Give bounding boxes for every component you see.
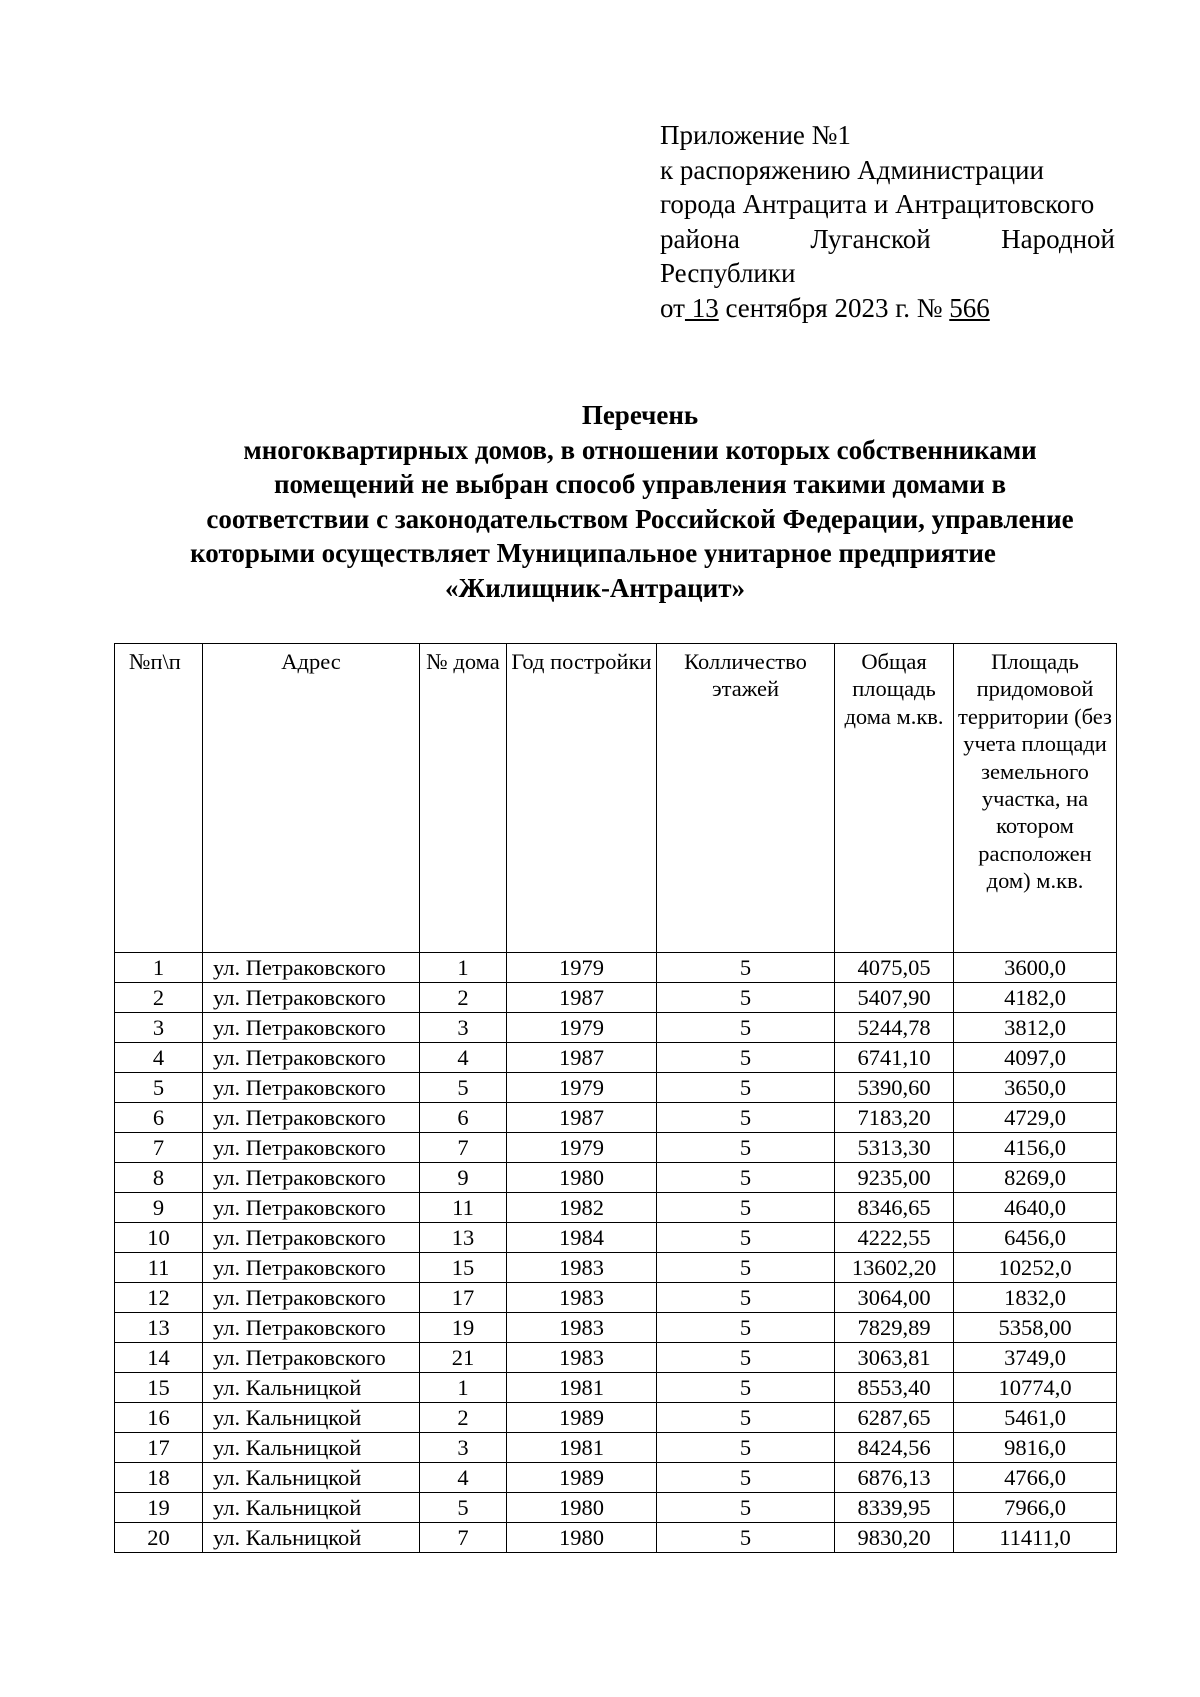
cell-territory-area: 5358,00 xyxy=(954,1313,1117,1343)
date-day: 13 xyxy=(684,292,719,323)
cell-total-area: 4222,55 xyxy=(835,1223,954,1253)
cell-total-area: 4075,05 xyxy=(835,953,954,983)
cell-year-built: 1982 xyxy=(507,1193,657,1223)
table-row xyxy=(115,1133,1117,1163)
cell-year-built: 1979 xyxy=(507,1073,657,1103)
table-row xyxy=(115,1433,1117,1463)
cell-total-area: 9235,00 xyxy=(835,1163,954,1193)
appendix-line-4 xyxy=(660,222,1115,257)
cell-house-number: 5 xyxy=(420,1073,507,1103)
cell-territory-area: 9816,0 xyxy=(954,1433,1117,1463)
cell-total-area: 3063,81 xyxy=(835,1343,954,1373)
cell-house-number: 7 xyxy=(420,1523,507,1553)
cell-floors: 5 xyxy=(657,1073,835,1103)
cell-territory-area: 10774,0 xyxy=(954,1373,1117,1403)
table-row xyxy=(115,1013,1117,1043)
cell-territory-area: 4097,0 xyxy=(954,1043,1117,1073)
cell-territory-area: 10252,0 xyxy=(954,1253,1117,1283)
cell-floors: 5 xyxy=(657,1223,835,1253)
appendix-date-line xyxy=(660,291,1115,326)
appendix-line-5: Республики xyxy=(660,258,796,288)
header-floors: Колличество этажей xyxy=(657,644,835,953)
cell-address: ул. Петраковского xyxy=(203,1283,420,1313)
cell-number: 5 xyxy=(115,1073,203,1103)
cell-territory-area: 7966,0 xyxy=(954,1493,1117,1523)
cell-territory-area: 3812,0 xyxy=(954,1013,1117,1043)
cell-territory-area: 3600,0 xyxy=(954,953,1117,983)
cell-year-built: 1983 xyxy=(507,1253,657,1283)
cell-year-built: 1981 xyxy=(507,1373,657,1403)
cell-year-built: 1980 xyxy=(507,1493,657,1523)
appendix-line-2: к распоряжению Администрации xyxy=(660,154,1044,185)
cell-total-area: 9830,20 xyxy=(835,1523,954,1553)
cell-floors: 5 xyxy=(657,1043,835,1073)
houses-table xyxy=(114,643,1117,1553)
cell-total-area: 5313,30 xyxy=(835,1133,954,1163)
cell-territory-area: 6456,0 xyxy=(954,1223,1117,1253)
cell-house-number: 9 xyxy=(420,1163,507,1193)
cell-address: ул. Петраковского xyxy=(203,953,420,983)
cell-floors: 5 xyxy=(657,983,835,1013)
cell-floors: 5 xyxy=(657,1013,835,1043)
cell-territory-area: 3749,0 xyxy=(954,1343,1117,1373)
table-row xyxy=(115,953,1117,983)
title-line-6: «Жилищник-Антрацит» xyxy=(445,572,745,603)
table-row xyxy=(115,1253,1117,1283)
cell-address: ул. Петраковского xyxy=(203,1253,420,1283)
cell-year-built: 1979 xyxy=(507,953,657,983)
cell-total-area: 5407,90 xyxy=(835,983,954,1013)
cell-house-number: 2 xyxy=(420,983,507,1013)
cell-address: ул. Петраковского xyxy=(203,1133,420,1163)
cell-number: 7 xyxy=(115,1133,203,1163)
cell-year-built: 1980 xyxy=(507,1523,657,1553)
cell-number: 1 xyxy=(115,953,203,983)
cell-total-area: 5244,78 xyxy=(835,1013,954,1043)
cell-number: 9 xyxy=(115,1193,203,1223)
cell-house-number: 3 xyxy=(420,1433,507,1463)
title-line-4: соответствии с законодательством Российской Федерации, управление xyxy=(206,503,1074,534)
cell-floors: 5 xyxy=(657,1373,835,1403)
cell-house-number: 4 xyxy=(420,1463,507,1493)
cell-house-number: 21 xyxy=(420,1343,507,1373)
cell-year-built: 1980 xyxy=(507,1163,657,1193)
cell-floors: 5 xyxy=(657,1343,835,1373)
cell-year-built: 1984 xyxy=(507,1223,657,1253)
cell-floors: 5 xyxy=(657,1103,835,1133)
cell-house-number: 2 xyxy=(420,1403,507,1433)
cell-floors: 5 xyxy=(657,1313,835,1343)
cell-house-number: 1 xyxy=(420,953,507,983)
cell-address: ул. Петраковского xyxy=(203,1223,420,1253)
cell-floors: 5 xyxy=(657,1193,835,1223)
header-house-number: № дома xyxy=(420,644,507,953)
cell-number: 14 xyxy=(115,1343,203,1373)
cell-total-area: 8424,56 xyxy=(835,1433,954,1463)
cell-address: ул. Кальницкой xyxy=(203,1433,420,1463)
cell-total-area: 3064,00 xyxy=(835,1283,954,1313)
cell-floors: 5 xyxy=(657,953,835,983)
title-line-5: которыми осуществляет Муниципальное унитарное предприятие xyxy=(190,538,996,569)
cell-address: ул. Петраковского xyxy=(203,1103,420,1133)
table-header-row xyxy=(115,644,1117,953)
cell-year-built: 1983 xyxy=(507,1283,657,1313)
appendix-line-3: города Антрацита и Антрацитовского xyxy=(660,189,1095,219)
cell-address: ул. Кальницкой xyxy=(203,1463,420,1493)
table-row xyxy=(115,1193,1117,1223)
table-row xyxy=(115,1313,1117,1343)
date-prefix: от xyxy=(660,292,685,323)
cell-house-number: 13 xyxy=(420,1223,507,1253)
title-line-2: многоквартирных домов, в отношении которых собственниками xyxy=(243,434,1037,465)
cell-number: 3 xyxy=(115,1013,203,1043)
cell-number: 10 xyxy=(115,1223,203,1253)
title-line-3: помещений не выбран способ управления такими домами в xyxy=(273,469,1007,500)
cell-territory-area: 4156,0 xyxy=(954,1133,1117,1163)
cell-address: ул. Петраковского xyxy=(203,1043,420,1073)
cell-total-area: 6876,13 xyxy=(835,1463,954,1493)
cell-address: ул. Петраковского xyxy=(203,1073,420,1103)
table-row xyxy=(115,1073,1117,1103)
cell-number: 12 xyxy=(115,1283,203,1313)
table-row xyxy=(115,1283,1117,1313)
cell-year-built: 1983 xyxy=(507,1343,657,1373)
cell-total-area: 7829,89 xyxy=(835,1313,954,1343)
cell-territory-area: 3650,0 xyxy=(954,1073,1117,1103)
cell-year-built: 1987 xyxy=(507,983,657,1013)
cell-year-built: 1987 xyxy=(507,1103,657,1133)
cell-territory-area: 4766,0 xyxy=(954,1463,1117,1493)
table-row xyxy=(115,1043,1117,1073)
cell-territory-area: 4729,0 xyxy=(954,1103,1117,1133)
cell-house-number: 7 xyxy=(420,1133,507,1163)
cell-territory-area: 11411,0 xyxy=(954,1523,1117,1553)
table-row xyxy=(115,1103,1117,1133)
header-address: Адрес xyxy=(203,644,420,953)
document-number: 566 xyxy=(949,292,990,323)
cell-house-number: 11 xyxy=(420,1193,507,1223)
table-row xyxy=(115,983,1117,1013)
cell-total-area: 8553,40 xyxy=(835,1373,954,1403)
cell-year-built: 1979 xyxy=(507,1133,657,1163)
cell-address: ул. Петраковского xyxy=(203,1313,420,1343)
cell-year-built: 1989 xyxy=(507,1403,657,1433)
cell-number: 18 xyxy=(115,1463,203,1493)
cell-territory-area: 1832,0 xyxy=(954,1283,1117,1313)
cell-territory-area: 5461,0 xyxy=(954,1403,1117,1433)
cell-floors: 5 xyxy=(657,1283,835,1313)
cell-floors: 5 xyxy=(657,1133,835,1163)
header-total-area: Общая площадь дома м.кв. xyxy=(835,644,954,953)
cell-house-number: 19 xyxy=(420,1313,507,1343)
cell-number: 2 xyxy=(115,983,203,1013)
cell-number: 17 xyxy=(115,1433,203,1463)
cell-house-number: 3 xyxy=(420,1013,507,1043)
cell-address: ул. Кальницкой xyxy=(203,1523,420,1553)
cell-number: 6 xyxy=(115,1103,203,1133)
cell-address: ул. Петраковского xyxy=(203,1193,420,1223)
appendix-line-1: Приложение №1 xyxy=(660,120,851,150)
cell-address: ул. Кальницкой xyxy=(203,1403,420,1433)
table-row xyxy=(115,1403,1117,1433)
table-row xyxy=(115,1163,1117,1193)
cell-house-number: 1 xyxy=(420,1373,507,1403)
cell-year-built: 1983 xyxy=(507,1313,657,1343)
cell-number: 11 xyxy=(115,1253,203,1283)
cell-floors: 5 xyxy=(657,1253,835,1283)
cell-floors: 5 xyxy=(657,1463,835,1493)
cell-total-area: 6287,65 xyxy=(835,1403,954,1433)
header-number: №п\п xyxy=(115,644,203,953)
document-title xyxy=(150,398,1130,606)
cell-year-built: 1989 xyxy=(507,1463,657,1493)
cell-house-number: 5 xyxy=(420,1493,507,1523)
cell-address: ул. Кальницкой xyxy=(203,1493,420,1523)
cell-address: ул. Петраковского xyxy=(203,1343,420,1373)
cell-total-area: 13602,20 xyxy=(835,1253,954,1283)
cell-floors: 5 xyxy=(657,1493,835,1523)
cell-year-built: 1987 xyxy=(507,1043,657,1073)
cell-number: 13 xyxy=(115,1313,203,1343)
cell-house-number: 15 xyxy=(420,1253,507,1283)
title-line-1: Перечень xyxy=(581,400,699,430)
table-row xyxy=(115,1223,1117,1253)
cell-number: 8 xyxy=(115,1163,203,1193)
cell-total-area: 7183,20 xyxy=(835,1103,954,1133)
cell-year-built: 1981 xyxy=(507,1433,657,1463)
cell-territory-area: 4182,0 xyxy=(954,983,1117,1013)
header-year-built: Год постройки xyxy=(507,644,657,953)
cell-floors: 5 xyxy=(657,1403,835,1433)
table-row xyxy=(115,1523,1117,1553)
cell-number: 4 xyxy=(115,1043,203,1073)
cell-address: ул. Петраковского xyxy=(203,1163,420,1193)
appendix-header xyxy=(660,118,1115,325)
cell-house-number: 17 xyxy=(420,1283,507,1313)
appendix-word: района xyxy=(660,223,740,254)
cell-house-number: 4 xyxy=(420,1043,507,1073)
cell-number: 15 xyxy=(115,1373,203,1403)
table-row xyxy=(115,1373,1117,1403)
cell-total-area: 6741,10 xyxy=(835,1043,954,1073)
cell-number: 20 xyxy=(115,1523,203,1553)
date-rest: сентября 2023 г. № xyxy=(718,292,950,323)
table-row xyxy=(115,1463,1117,1493)
cell-floors: 5 xyxy=(657,1433,835,1463)
cell-territory-area: 4640,0 xyxy=(954,1193,1117,1223)
header-territory-area: Площадь придомовой территории (без учета площади земельного участка, на котором расположен дом) м.кв. xyxy=(954,644,1117,953)
cell-floors: 5 xyxy=(657,1523,835,1553)
cell-total-area: 8339,95 xyxy=(835,1493,954,1523)
cell-address: ул. Петраковского xyxy=(203,983,420,1013)
cell-number: 16 xyxy=(115,1403,203,1433)
cell-year-built: 1979 xyxy=(507,1013,657,1043)
cell-floors: 5 xyxy=(657,1163,835,1193)
cell-address: ул. Петраковского xyxy=(203,1013,420,1043)
appendix-word: Луганской xyxy=(810,223,931,254)
appendix-word: Народной xyxy=(1001,223,1115,254)
cell-house-number: 6 xyxy=(420,1103,507,1133)
cell-address: ул. Кальницкой xyxy=(203,1373,420,1403)
cell-total-area: 5390,60 xyxy=(835,1073,954,1103)
table-body xyxy=(115,953,1117,1553)
table-row xyxy=(115,1493,1117,1523)
cell-total-area: 8346,65 xyxy=(835,1193,954,1223)
cell-territory-area: 8269,0 xyxy=(954,1163,1117,1193)
cell-number: 19 xyxy=(115,1493,203,1523)
table-row xyxy=(115,1343,1117,1373)
